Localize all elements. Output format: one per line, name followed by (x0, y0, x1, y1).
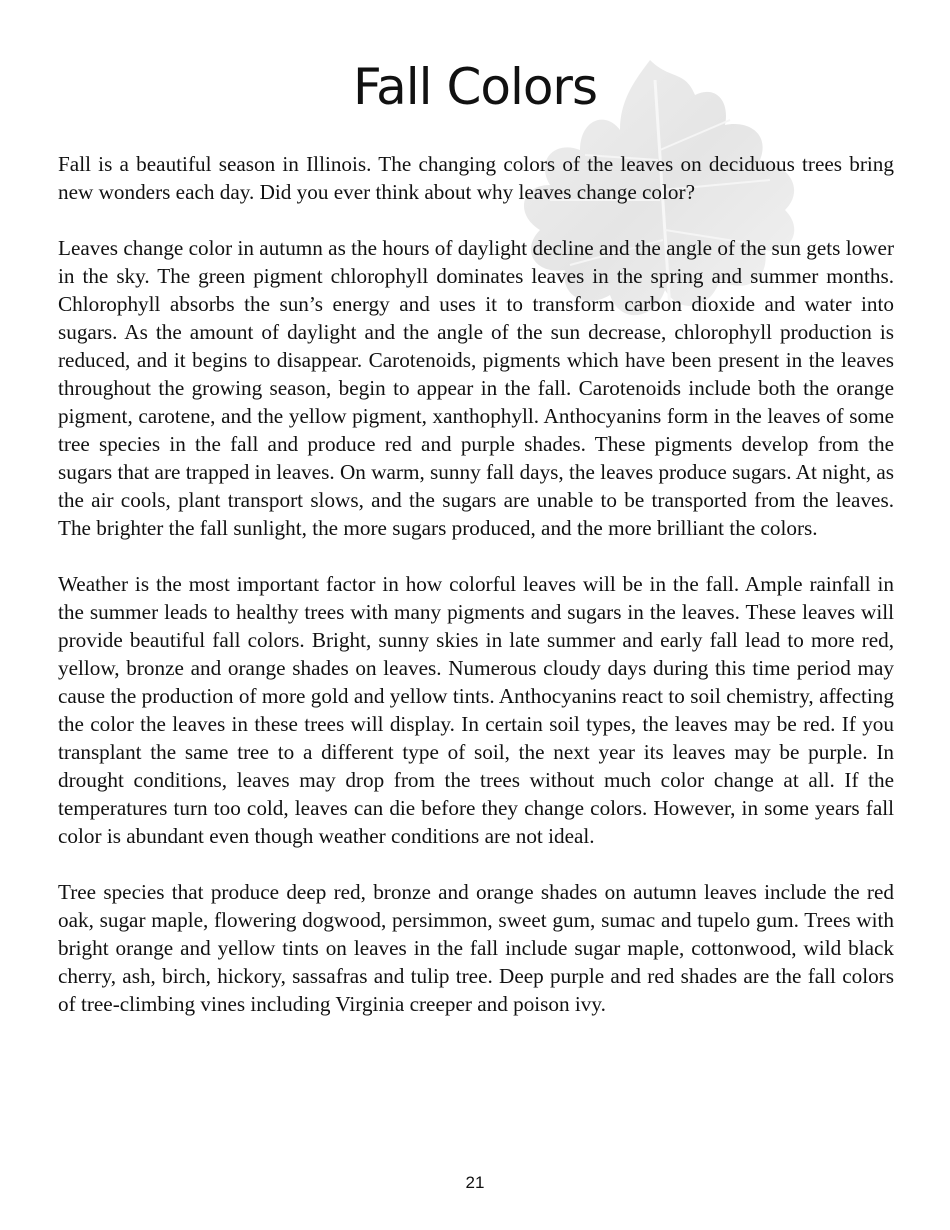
paragraph-pigments: Leaves change color in autumn as the hours of daylight decline and the angle of the sun gets lower in the sky. The green pigment chlorophyll dominates leaves in the spring and summer months. Chlorophyll absorbs the sun’s energy and uses it to transform carbon dioxide and water into sugars. As the amount of daylight and the angle of the sun decrease, chlorophyll production is reduced, and it begins to disappear. Carotenoids, pigments which have been present in the leaves throughout the growing season, begin to appear in the fall. Carotenoids include both the orange pigment, carotene, and the yellow pigment, xanthophyll. Anthocyanins form in the leaves of some tree species in the fall and produce red and purple shades. These pigments develop from the sugars that are trapped in leaves. On warm, sunny fall days, the leaves produce sugars. At night, as the air cools, plant transport slows, and the sugars are unable to be transported from the leaves. The brighter the fall sunlight, the more sugars produced, and the more brilliant the colors. (58, 236, 894, 540)
article-body (58, 150, 894, 1046)
page-title: Fall Colors (352, 58, 598, 116)
paragraph-tree-species: Tree species that produce deep red, bronze and orange shades on autumn leaves include the red oak, sugar maple, flowering dogwood, persimmon, sweet gum, sumac and tupelo gum. Trees with bright orange and yellow tints on leaves in the fall include sugar maple, cottonwood, wild black cherry, ash, birch, hickory, sassafras and tulip tree. Deep purple and red shades are the fall colors of tree-climbing vines including Virginia creeper and poison ivy. (58, 880, 894, 1016)
paragraph-weather: Weather is the most important factor in how colorful leaves will be in the fall. Ample rainfall in the summer leads to healthy trees with many pigments and sugars in the leaves. These leaves will provide beautiful fall colors. Bright, sunny skies in late summer and early fall lead to more red, yellow, bronze and orange shades on leaves. Numerous cloudy days during this time period may cause the production of more gold and yellow tints. Anthocyanins react to soil chemistry, affecting the color the leaves in these trees will display. In certain soil types, the leaves may be red. If you transplant the same tree to a different type of soil, the next year its leaves may be purple. In drought conditions, leaves may drop from the trees without much color change at all. If the temperatures turn too cold, leaves can die before they change colors. However, in some years fall color is abundant even though weather conditions are not ideal. (58, 572, 894, 848)
page-number: 21 (465, 1173, 485, 1192)
paragraph-intro: Fall is a beautiful season in Illinois. The changing colors of the leaves on deciduous trees bring new wonders each day. Did you ever think about why leaves change color? (58, 152, 894, 204)
